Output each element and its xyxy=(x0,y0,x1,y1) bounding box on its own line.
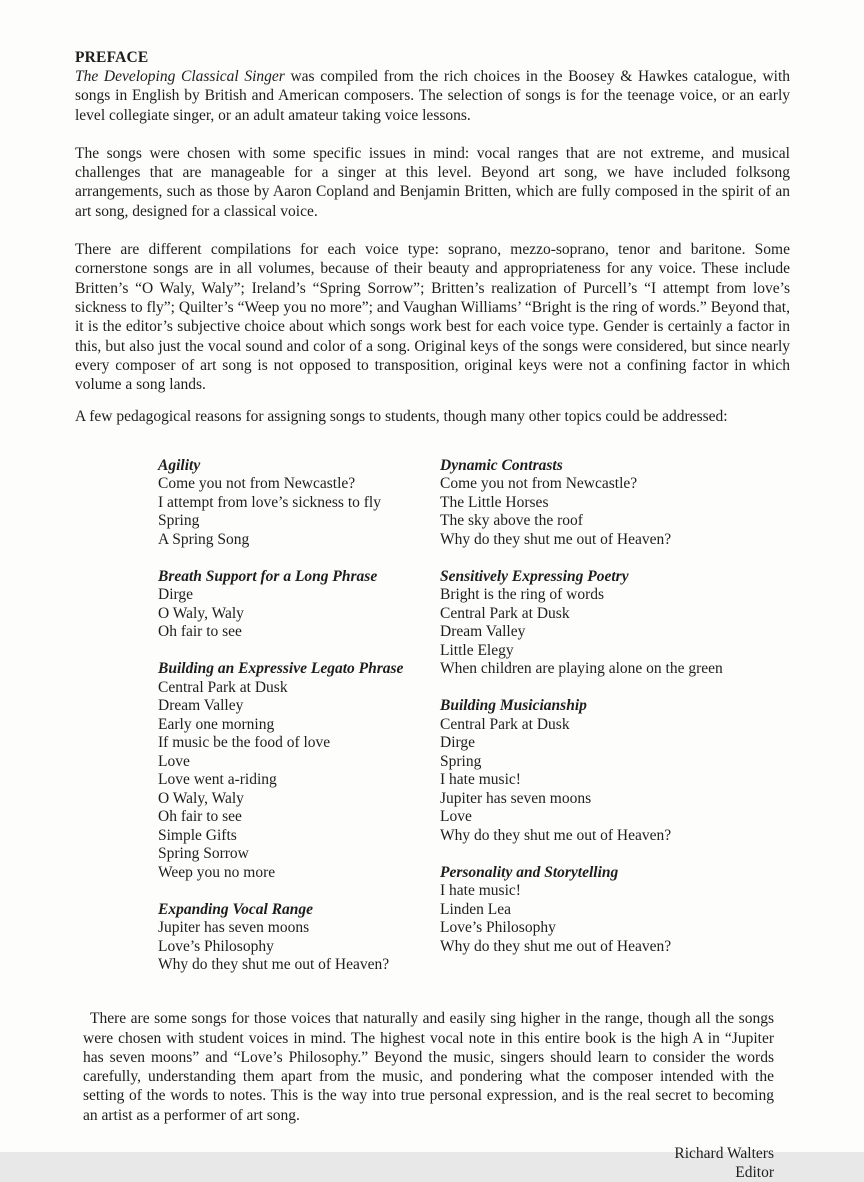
song-item: Bright is the ring of words xyxy=(440,586,605,604)
song-item: When children are playing alone on the green xyxy=(440,660,723,678)
category-title: Personality and Storytelling xyxy=(440,863,619,881)
song-item: Early one morning xyxy=(158,715,275,733)
song-item: Weep you no more xyxy=(158,863,276,881)
song-item: Dirge xyxy=(158,586,194,604)
song-category-group xyxy=(158,568,440,642)
song-item: Love’s Philosophy xyxy=(440,919,556,937)
song-item: I hate music! xyxy=(440,882,521,900)
song-item: Love’s Philosophy xyxy=(158,937,274,955)
paragraph-song-selection: The songs were chosen with some specific issues in mind: vocal ranges that are not extreme, and musical challenges that are manageable for a singer at this level. Beyond art song, we have included folksong arrangements, such as those by Aaron Copland and Benjamin Britten, which are fully composed in the spirit of an art song, designed for a classical voice. xyxy=(75,144,790,220)
song-category-group xyxy=(158,660,440,882)
category-title: Expanding Vocal Range xyxy=(158,900,314,918)
song-item: Central Park at Dusk xyxy=(440,715,570,733)
song-category-group xyxy=(158,901,440,975)
song-category-columns xyxy=(75,457,790,994)
song-item: A Spring Song xyxy=(158,530,250,548)
page-title: PREFACE xyxy=(75,49,149,66)
song-item: Come you not from Newcastle? xyxy=(158,475,356,493)
song-item: Come you not from Newcastle? xyxy=(440,475,638,493)
song-item: Simple Gifts xyxy=(158,826,237,844)
song-item: The Little Horses xyxy=(440,493,549,511)
song-item: Jupiter has seven moons xyxy=(440,789,592,807)
song-item: Oh fair to see xyxy=(158,623,242,641)
paragraph-intro xyxy=(75,67,790,125)
song-item: Love xyxy=(158,752,190,770)
song-item: If music be the food of love xyxy=(158,734,331,752)
song-item: Linden Lea xyxy=(440,900,512,918)
song-item: Little Elegy xyxy=(440,641,514,659)
signature-name: Richard Walters xyxy=(674,1145,774,1163)
song-item: Love xyxy=(440,808,472,826)
song-item: I hate music! xyxy=(440,771,521,789)
category-title: Sensitively Expressing Poetry xyxy=(440,567,629,585)
song-item: Dream Valley xyxy=(158,697,244,715)
signature-block xyxy=(75,1144,774,1182)
song-item: I attempt from love’s sickness to fly xyxy=(158,493,381,511)
song-item: Why do they shut me out of Heaven? xyxy=(440,937,672,955)
category-title: Agility xyxy=(158,456,201,474)
song-item: Why do they shut me out of Heaven? xyxy=(440,826,672,844)
song-item: O Waly, Waly xyxy=(158,789,244,807)
category-title: Breath Support for a Long Phrase xyxy=(158,567,378,585)
book-title-italic: The Developing Classical Singer xyxy=(75,68,285,85)
song-item: Central Park at Dusk xyxy=(158,678,288,696)
song-category-group xyxy=(158,457,440,550)
song-item: Love went a-riding xyxy=(158,771,277,789)
song-item: Spring Sorrow xyxy=(158,845,249,863)
paragraph-intro-text: was compiled from the rich choices in the Boosey & Hawkes catalogue, with songs in English by British and American composers. The selection of songs is for the teenage voice, or an early level collegiate singer, or an adult amateur taking voice lessons. xyxy=(75,68,790,124)
song-list-right-column xyxy=(440,457,790,994)
song-item: Jupiter has seven moons xyxy=(158,919,310,937)
category-title: Building an Expressive Legato Phrase xyxy=(158,660,404,678)
signature-role: Editor xyxy=(735,1164,774,1182)
category-title: Dynamic Contrasts xyxy=(440,456,563,474)
song-category-group xyxy=(440,864,790,957)
song-item: Why do they shut me out of Heaven? xyxy=(158,956,390,974)
song-item: Spring xyxy=(440,752,482,770)
song-category-group xyxy=(440,697,790,845)
song-item: Why do they shut me out of Heaven? xyxy=(440,530,672,548)
song-item: The sky above the roof xyxy=(440,512,583,530)
closing-paragraph: There are some songs for those voices that naturally and easily sing higher in the range, though all the songs were chosen with student voices in mind. The highest vocal note in this entire book is the high A in “Jupiter has seven moons” and “Love’s Philosophy.” Beyond the music, singers should learn to consider the words carefully, understanding them apart from the music, and pondering what the composer intended with the setting of the words to notes. This is the way into true personal expression, and is the real secret to becoming an artist as a performer of art song. xyxy=(83,1010,774,1124)
song-item: Central Park at Dusk xyxy=(440,604,570,622)
category-title: Building Musicianship xyxy=(440,697,587,715)
paragraph-pedagogical-lead-in: A few pedagogical reasons for assigning songs to students, though many other topics could be addressed: xyxy=(75,408,728,426)
song-list-left-column xyxy=(158,457,440,994)
song-item: O Waly, Waly xyxy=(158,604,244,622)
song-item: Dream Valley xyxy=(440,623,526,641)
song-item: Spring xyxy=(158,512,200,530)
paragraph-voice-types: There are different compilations for each voice type: soprano, mezzo-soprano, tenor and baritone. Some cornerstone songs are in all volumes, because of their beauty and appropriateness for any voice. These include Britten’s “O Waly, Waly”; Ireland’s “Spring Sorrow”; Britten’s realization of Purcell’s “I attempt from love’s sickness to fly”; Quilter’s “Weep you no more”; and Vaughan Williams’ “Bright is the ring of words.” Beyond that, it is the editor’s subjective choice about which songs work best for each voice type. Gender is certainly a factor in this, but also just the vocal sound and color of a song. Original keys of the songs were considered, but since nearly every composer of art song is not opposed to transposition, original keys were not a confining factor in which volume a song lands. xyxy=(75,241,790,394)
song-item: Dirge xyxy=(440,734,476,752)
song-item: Oh fair to see xyxy=(158,808,242,826)
song-category-group xyxy=(440,568,790,679)
song-category-group xyxy=(440,457,790,550)
